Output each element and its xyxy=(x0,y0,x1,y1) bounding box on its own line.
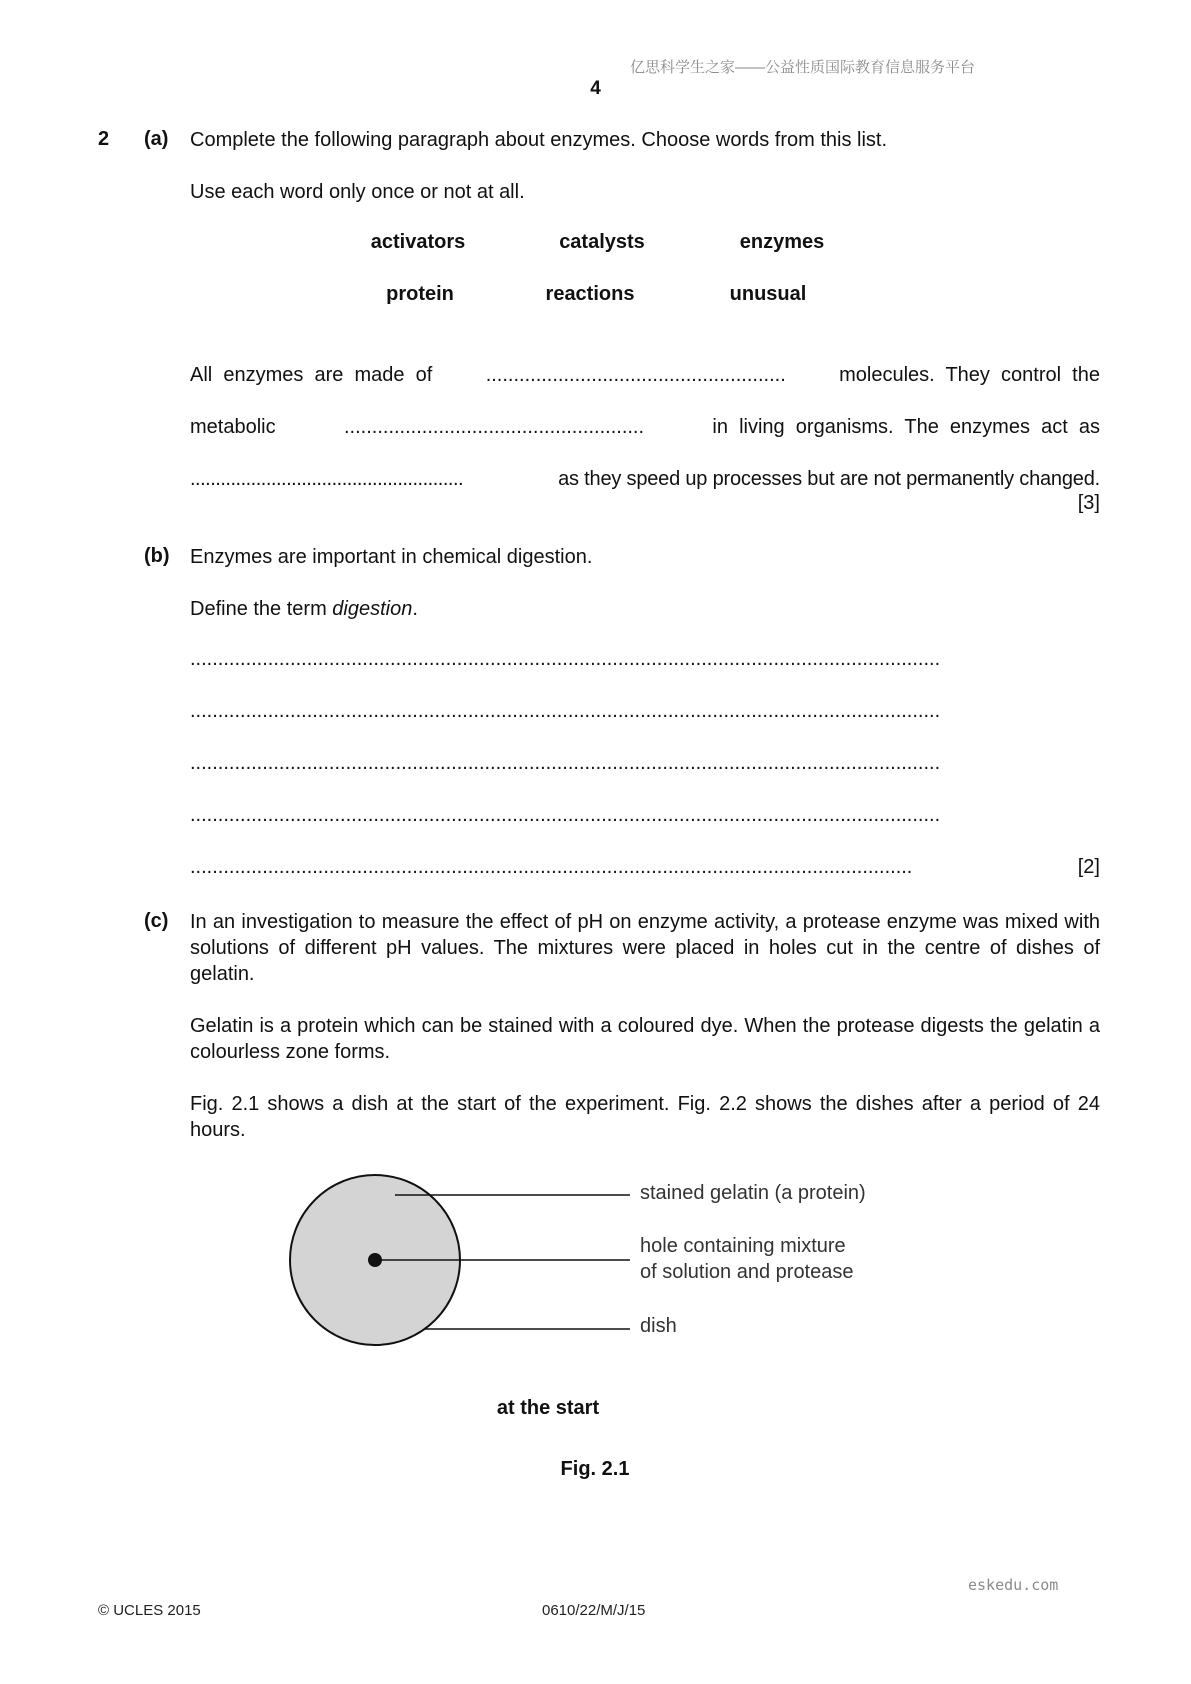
footer-code: 0610/22/M/J/15 xyxy=(542,1602,646,1619)
answer-blank-1[interactable]: ...................................................... xyxy=(485,364,786,386)
fill-line-1-end: molecules. They control the xyxy=(839,364,1100,386)
watermark-text: 亿思科学生之家——公益性质国际教育信息服务平台 xyxy=(629,59,975,76)
define-suffix: . xyxy=(412,598,418,620)
fill-line-1-start: All enzymes are made of xyxy=(190,364,433,386)
word-unusual: unusual xyxy=(729,283,807,305)
label-hole-line-2: of solution and protease xyxy=(640,1261,854,1283)
part-a-marks: [3] xyxy=(1077,492,1100,514)
word-catalysts: catalysts xyxy=(559,231,645,253)
fill-line-2-end: in living organisms. The enzymes act as xyxy=(712,416,1100,438)
word-enzymes: enzymes xyxy=(739,231,825,253)
word-protein: protein xyxy=(386,283,454,305)
part-c-para-3: Fig. 2.1 shows a dish at the start of the experiment. Fig. 2.2 shows the dishes after a period of 24 hours. xyxy=(190,1093,1100,1141)
answer-blank-3[interactable]: ...................................................... xyxy=(190,468,464,490)
footer-copyright: © UCLES 2015 xyxy=(98,1602,201,1619)
define-prefix: Define the term xyxy=(190,598,333,620)
word-activators: activators xyxy=(370,231,466,253)
part-a-instruction: Complete the following paragraph about enzymes. Choose words from this list. xyxy=(190,129,888,151)
part-b-marks: [2] xyxy=(1077,856,1100,878)
part-a-sub-instruction: Use each word only once or not at all. xyxy=(190,181,525,203)
word-reactions: reactions xyxy=(545,283,635,305)
footer-site: eskedu.com xyxy=(968,1576,1059,1594)
part-c-para-1: In an investigation to measure the effect of pH on enzyme activity, a protease enzyme was mixed with solutions of different pH values. The mixtures were placed in holes cut in the centre of dishes of gelatin. xyxy=(190,911,1100,985)
part-b-define xyxy=(190,596,418,622)
answer-blank-2[interactable]: ...................................................... xyxy=(343,416,645,438)
answer-line-2[interactable]: ....................................................................................................................................... xyxy=(190,700,941,722)
answer-line-1[interactable]: ....................................................................................................................................... xyxy=(190,648,941,670)
figure-caption: Fig. 2.1 xyxy=(560,1458,630,1480)
fill-line-2 xyxy=(190,414,1100,440)
fill-line-3 xyxy=(190,466,1100,492)
part-a-label: (a) xyxy=(144,128,169,150)
question-number: 2 xyxy=(98,128,110,150)
figure-subcaption: at the start xyxy=(496,1397,600,1419)
answer-line-5[interactable]: .................................................................................................................................. xyxy=(190,856,913,878)
part-c-para-2: Gelatin is a protein which can be stained with a coloured dye. When the protease digests the gelatin a colourless zone forms. xyxy=(190,1015,1100,1063)
fill-line-2-start: metabolic xyxy=(190,416,276,438)
part-c-label: (c) xyxy=(144,910,169,932)
part-b-label: (b) xyxy=(144,545,170,567)
answer-line-4[interactable]: ....................................................................................................................................... xyxy=(190,804,941,826)
label-hole-line-1: hole containing mixture xyxy=(640,1235,846,1257)
answer-line-5-row xyxy=(190,856,1100,879)
page-number: 4 xyxy=(590,78,601,99)
part-b-statement: Enzymes are important in chemical digestion. xyxy=(190,546,593,568)
define-term: digestion xyxy=(332,598,413,620)
fill-line-1 xyxy=(190,362,1100,388)
figure-dish-diagram xyxy=(270,1160,650,1360)
answer-line-3[interactable]: ....................................................................................................................................... xyxy=(190,752,941,774)
label-stained-gelatin: stained gelatin (a protein) xyxy=(640,1182,866,1204)
fill-line-3-end: as they speed up processes but are not permanently changed. xyxy=(558,468,1100,490)
label-dish: dish xyxy=(640,1315,677,1337)
